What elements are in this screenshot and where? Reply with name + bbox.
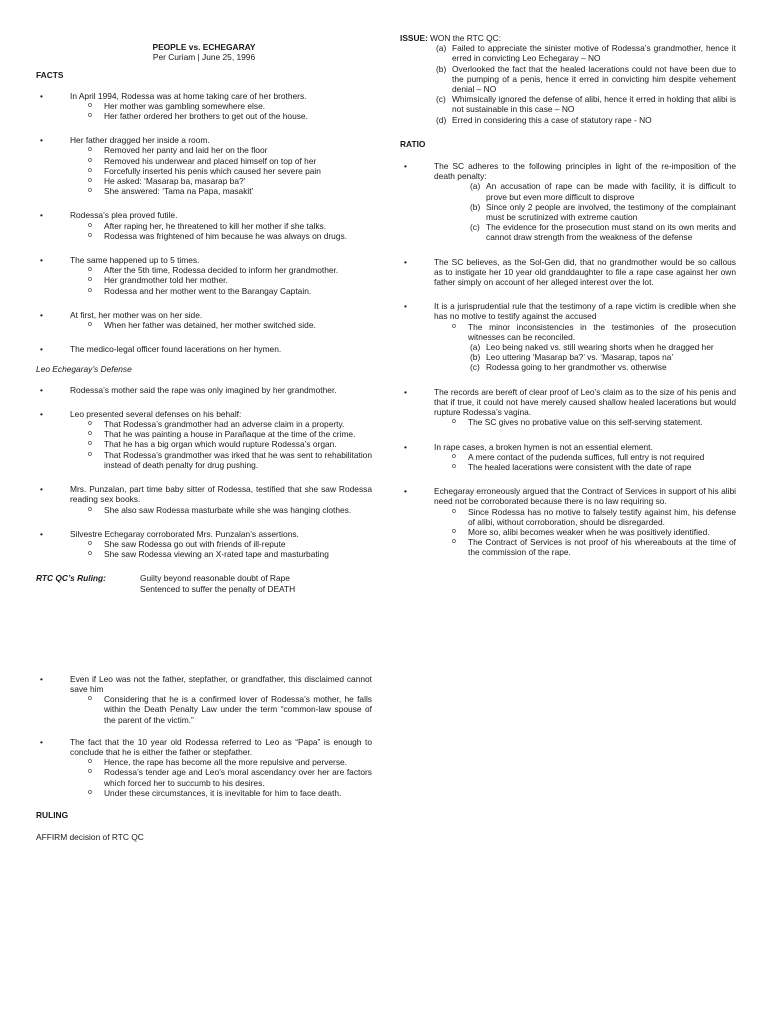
issue-header xyxy=(400,33,736,43)
alpha-item: (c) Rodessa going to her grandmother vs. otherwise xyxy=(470,362,667,373)
alpha-item: (a) An accusation of rape can be made with facility, it is difficult to prove but even more difficult to disprove xyxy=(470,181,736,202)
list-item: • Even if Leo was not the father, stepfather, or grandfather, this disclaimed cannot save him o Considering that he is a confirmed lover of Rodessa’s mother, he falls within the Death Penalty Law under the term “common-law spouse of the parent of the victim.” xyxy=(36,674,372,725)
sub-item: o The SC gives no probative value on this self-serving statement. xyxy=(434,417,736,427)
sub-item: o After the 5th time, Rodessa decided to inform her grandmother. xyxy=(70,265,372,275)
ruling-text: AFFIRM decision of RTC QC xyxy=(36,832,144,843)
list-item: • Rodessa’s plea proved futile. o After raping her, he threatened to kill her mother if she talks. o Rodessa was frightened of him because he was always on drugs. xyxy=(36,210,372,241)
list-item: • Echegaray erroneously argued that the Contract of Services in support of his alibi need not be corroborated because there is no law requiring so. o Since Rodessa has no motive to falsely testify against him, his defense of alibi, without corroboration, should be disregarded. o More so, alibi becomes weaker when he was positively identified. o The Contract of Services is not proof of his whereabouts at the time of the commission of the rape. xyxy=(400,486,736,557)
list-item: • The records are bereft of clear proof of Leo’s claim as to the size of his penis and that if true, it could not have merely caused shallow healed lacerations but would rupture Rodessa’s vagina. o The SC gives no probative value on this self-serving statement. xyxy=(400,387,736,428)
sub-item: o That he has a big organ which would rupture Rodessa’s organ. xyxy=(70,439,372,449)
list-item: • The medico-legal officer found lacerations on her hymen. xyxy=(36,344,372,354)
sub-item: o Hence, the rape has become all the more repulsive and perverse. xyxy=(70,757,372,767)
list-item: • Her father dragged her inside a room. o Removed her panty and laid her on the floor o Removed his underwear and placed himself on top of her o Forcefully inserted his penis which caused her severe pain o He asked: ‘Masarap ba, masarap ba?’ o She answered: ‘Tama na Papa, masakit’ xyxy=(36,135,372,196)
list-item: • Silvestre Echegaray corroborated Mrs. Punzalan’s assertions. o She saw Rodessa go out with friends of ill-repute o She saw Rodessa viewing an X-rated tape and masturbating xyxy=(36,529,372,560)
list-item: • The SC adheres to the following principles in light of the re-imposition of the death penalty: (a) An accusation of rape can be made with facility, it is difficult to prove but even more difficult to disprove (b) Since only 2 people are involved, the testimony of the complainant must be scrutinized with extreme caution (c) The evidence for the prosecution must stand on its own merits and cannot draw strength from the weakness of the defense xyxy=(400,161,736,243)
sub-item: o Forcefully inserted his penis which caused her severe pain xyxy=(70,166,372,176)
defense-heading: Leo Echegaray’s Defense xyxy=(36,364,132,375)
issue-item: (d) Erred in considering this a case of statutory rape - NO xyxy=(436,114,652,125)
sub-item: o Removed his underwear and placed himself on top of her xyxy=(70,156,372,166)
sub-item: o After raping her, he threatened to kill her mother if she talks. xyxy=(70,221,372,231)
ruling-heading: RULING xyxy=(36,809,69,820)
list-item: • In rape cases, a broken hymen is not an essential element. o A mere contact of the pudenda suffices, full entry is not required o The healed lacerations were consistent with the date of rape xyxy=(400,442,736,473)
sub-item: o That Rodessa’s grandmother had an adverse claim in a property. xyxy=(70,419,372,429)
sub-item: o She answered: ‘Tama na Papa, masakit’ xyxy=(70,186,372,196)
issue-item: (b) Overlooked the fact that the healed lacerations could not have been due to the pumping of a penis, hence it erred in convicting him despite vehement denial – NO xyxy=(436,63,736,95)
list-item: • It is a jurisprudential rule that the testimony of a rape victim is credible when she has no motive to testify against the accused o The minor inconsistencies in the testimonies of the prosecution witnesses can be reconciled. (a) Leo being naked vs. still wearing shorts when he dragged her (b) Leo uttering ‘Masarap ba?’ vs. ‘Masarap, tapos na’ (c) Rodessa going to her grandmother vs. otherwise xyxy=(400,301,736,372)
alpha-item: (c) The evidence for the prosecution must stand on its own merits and cannot draw strength from the weakness of the defense xyxy=(470,222,736,243)
rtc-ruling xyxy=(36,573,372,593)
sub-item: o She saw Rodessa go out with friends of ill-repute xyxy=(70,539,372,549)
list-item: • The fact that the 10 year old Rodessa referred to Leo as “Papa” is enough to conclude that he is either the father or stepfather. o Hence, the rape has become all the more repulsive and perverse. o Rodessa’s tender age and Leo’s moral ascendancy over her are factors which forced her to succumb to his desires. o Under these circumstances, it is inevitable for him to face death. xyxy=(36,737,372,798)
list-item: • In April 1994, Rodessa was at home taking care of her brothers. o Her mother was gambling somewhere else. o Her father ordered her brothers to get out of the house. xyxy=(36,91,372,122)
sub-item: o Her mother was gambling somewhere else. xyxy=(70,101,372,111)
list-item: • Leo presented several defenses on his behalf: o That Rodessa’s grandmother had an adverse claim in a property. o That he was painting a house in Parañaque at the time of the crime. o That he has a big organ which would rupture Rodessa’s organ. o That Rodessa’s grandmother was irked that he was sent to rehabilitation instead of death penalty for drug pushing. xyxy=(36,409,372,470)
sub-item: o That Rodessa’s grandmother was irked that he was sent to rehabilitation instead of death penalty for drug pushing. xyxy=(70,450,372,470)
issue-item: (a) Failed to appreciate the sinister motive of Rodessa’s grandmother, hence it erred in convicting Leo Echegaray – NO xyxy=(436,43,736,64)
sub-item: o That he was painting a house in Parañaque at the time of the crime. xyxy=(70,429,372,439)
rtc-ruling-label: RTC QC’s Ruling: xyxy=(36,573,106,584)
sub-item: o The Contract of Services is not proof of his whereabouts at the time of the commission of the rape. xyxy=(434,537,736,557)
sub-item: o Considering that he is a confirmed lover of Rodessa’s mother, he falls within the Death Penalty Law under the term “common-law spouse of the parent of the victim.” xyxy=(70,694,372,725)
sub-item: o The healed lacerations were consistent with the date of rape xyxy=(434,462,736,472)
issue-intro: WON the RTC QC: xyxy=(430,33,502,43)
list-item: • The same happened up to 5 times. o After the 5th time, Rodessa decided to inform her grandmother. o Her grandmother told her mother. o Rodessa and her mother went to the Barangay Captain. xyxy=(36,255,372,296)
sub-item: o Rodessa was frightened of him because he was always on drugs. xyxy=(70,231,372,241)
list-item: • The SC believes, as the Sol-Gen did, that no grandmother would be so callous as to instigate her 10 year old granddaughter to file a rape case against her own father simply on account of her alleged interest over the lot. xyxy=(400,257,736,288)
sub-item: o More so, alibi becomes weaker when he was positively identified. xyxy=(434,527,736,537)
sub-item: o Her grandmother told her mother. xyxy=(70,275,372,285)
rtc-ruling-lines: Guilty beyond reasonable doubt of Rape Sentenced to suffer the penalty of DEATH xyxy=(140,573,296,594)
sub-item: o Rodessa’s tender age and Leo’s moral ascendancy over her are factors which forced her to succumb to his desires. xyxy=(70,767,372,787)
sub-item: o He asked: ‘Masarap ba, masarap ba?’ xyxy=(70,176,372,186)
list-item: • Rodessa’s mother said the rape was only imagined by her grandmother. xyxy=(36,385,372,395)
case-subtitle: Per Curiam | June 25, 1996 xyxy=(152,52,256,63)
alpha-item: (a) Leo being naked vs. still wearing shorts when he dragged her xyxy=(470,342,714,353)
ratio-list xyxy=(400,161,736,558)
sub-item: o Her father ordered her brothers to get out of the house. xyxy=(70,111,372,121)
sub-item: o A mere contact of the pudenda suffices, full entry is not required xyxy=(434,452,736,462)
list-item: • Mrs. Punzalan, part time baby sitter of Rodessa, testified that she saw Rodessa reading sex books. o She also saw Rodessa masturbate while she was hanging clothes. xyxy=(36,484,372,515)
left-column xyxy=(36,42,372,842)
issue-item: (c) Whimsically ignored the defense of alibi, hence it erred in holding that alibi is not sustainable in this case – NO xyxy=(436,94,736,115)
later-list xyxy=(36,674,372,798)
sub-item: o She also saw Rodessa masturbate while she was hanging clothes. xyxy=(70,505,372,515)
sub-item: o When her father was detained, her mother switched side. xyxy=(70,320,372,330)
defense-list xyxy=(36,385,372,560)
sub-item: o The minor inconsistencies in the testimonies of the prosecution witnesses can be reconciled. xyxy=(434,322,736,342)
alpha-item: (b) Leo uttering ‘Masarap ba?’ vs. ‘Masarap, tapos na’ xyxy=(470,352,674,363)
list-item: • At first, her mother was on her side. o When her father was detained, her mother switched side. xyxy=(36,310,372,330)
ratio-heading: RATIO xyxy=(400,138,426,149)
sub-item: o Removed her panty and laid her on the floor xyxy=(70,145,372,155)
alpha-item: (b) Since only 2 people are involved, the testimony of the complainant must be scrutinized with extreme caution xyxy=(470,201,736,223)
sub-item: o Under these circumstances, it is inevitable for him to face death. xyxy=(70,788,372,798)
right-column xyxy=(400,33,736,558)
sub-item: o She saw Rodessa viewing an X-rated tape and masturbating xyxy=(70,549,372,559)
sub-item: o Since Rodessa has no motive to falsely testify against him, his defense of alibi, without corroboration, should be disregarded. xyxy=(434,507,736,527)
facts-heading: FACTS xyxy=(36,70,64,81)
issue-label: ISSUE: xyxy=(400,33,428,43)
sub-item: o Rodessa and her mother went to the Barangay Captain. xyxy=(70,286,372,296)
issue-list xyxy=(400,43,736,125)
case-title: PEOPLE vs. ECHEGARAY xyxy=(152,42,256,52)
facts-list xyxy=(36,91,372,355)
